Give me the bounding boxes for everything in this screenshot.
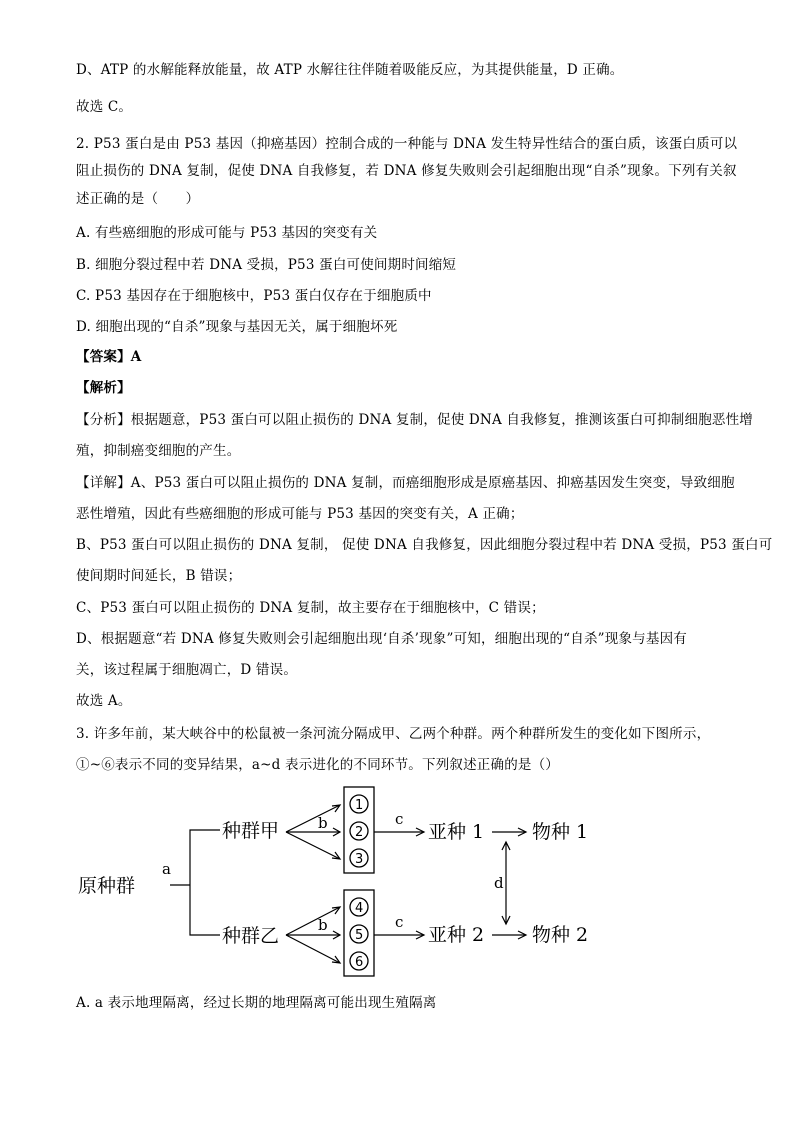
text-line: 殖，抑制癌变细胞的产生。 <box>76 443 241 459</box>
population-a-label: 种群甲 <box>222 820 280 842</box>
text-line: C、P53 蛋白可以阻止损伤的 DNA 复制，故主要存在于细胞核中，C 错误； <box>76 600 545 616</box>
arrow <box>286 935 340 963</box>
label-d: d <box>494 874 504 892</box>
arrow <box>286 832 340 859</box>
text-line: 【分析】根据题意，P53 蛋白可以阻止损伤的 DNA 复制，促使 DNA 自我修复，推测该蛋白可抑制细胞恶性增 <box>76 412 753 428</box>
text-line: 【详解】A、P53 蛋白可以阻止损伤的 DNA 复制，而癌细胞形成是原癌基因、抑癌基因发生突变，导致细胞 <box>76 475 735 491</box>
variation-1-number: 1 <box>355 798 364 813</box>
arrow <box>286 907 340 935</box>
label-a: a <box>162 860 171 878</box>
variation-2-number: 2 <box>355 825 364 840</box>
subspecies-2: 亚种 2 <box>428 924 485 946</box>
question-3-option-a: A. a 表示地理隔离，经过长期的地理隔离可能出现生殖隔离 <box>76 995 437 1011</box>
label-c: c <box>395 913 404 931</box>
species-1: 物种 1 <box>532 821 589 843</box>
option-d: D. 细胞出现的“自杀”现象与基因无关，属于细胞坏死 <box>76 319 398 335</box>
text-line: 使间期时间延长，B 错误； <box>76 568 242 584</box>
text-line: ①~⑥表示不同的变异结果，a~d 表示进化的不同环节。下列叙述正确的是（） <box>76 757 560 773</box>
text-line: 故选 C。 <box>76 99 133 115</box>
variation-3-number: 3 <box>355 852 364 867</box>
arrow <box>286 805 340 832</box>
text-line: 故选 A。 <box>76 693 132 709</box>
label-b: b <box>318 916 328 934</box>
text-line: B、P53 蛋白可以阻止损伤的 DNA 复制， 促使 DNA 自我修复，因此细胞分裂过程中若 DNA 受损，P53 蛋白可 <box>76 537 773 553</box>
option-a: A. 有些癌细胞的形成可能与 P53 基因的突变有关 <box>76 225 378 241</box>
text-line: D、ATP 的水解能释放能量，故 ATP 水解往往伴随着吸能反应，为其提供能量，D 正确。 <box>76 62 624 78</box>
question-2-stem: 2. P53 蛋白是由 P53 基因（抑癌基因）控制合成的一种能与 DNA 发生特异性结合的蛋白质，该蛋白质可以 <box>76 136 738 152</box>
subspecies-1: 亚种 1 <box>428 821 485 843</box>
origin-label: 原种群 <box>78 875 136 897</box>
text-line: D、根据题意“若 DNA 修复失败则会引起细胞出现‘自杀’现象”可知，细胞出现的“自杀”现象与基因有 <box>76 631 687 647</box>
label-c: c <box>395 810 404 828</box>
species-2: 物种 2 <box>532 924 589 946</box>
option-c: C. P53 基因存在于细胞核中，P53 蛋白仅存在于细胞质中 <box>76 288 432 304</box>
question-3-stem: 3. 许多年前，某大峡谷中的松鼠被一条河流分隔成甲、乙两个种群。两个种群所发生的变化如下图所示， <box>76 726 711 742</box>
population-b-label: 种群乙 <box>222 925 280 947</box>
text-line: 恶性增殖，因此有些癌细胞的形成可能与 P53 基因的突变有关，A 正确； <box>76 506 524 522</box>
variation-4-number: 4 <box>355 901 364 916</box>
split-bracket <box>190 830 220 935</box>
variation-5-number: 5 <box>355 928 364 943</box>
label-b: b <box>318 814 328 832</box>
answer-heading: 【答案】A <box>76 349 142 365</box>
analysis-heading: 【解析】 <box>76 380 131 396</box>
text-line: 阻止损伤的 DNA 复制，促使 DNA 自我修复，若 DNA 修复失败则会引起细胞出现“自杀”现象。下列有关叙 <box>76 163 737 179</box>
text-line: 关，该过程属于细胞凋亡，D 错误。 <box>76 662 298 678</box>
text-line: 述正确的是（ ） <box>76 191 200 207</box>
option-b: B. 细胞分裂过程中若 DNA 受损，P53 蛋白可使间期时间缩短 <box>76 257 457 273</box>
speciation-diagram <box>70 780 610 980</box>
variation-6-number: 6 <box>355 955 364 970</box>
